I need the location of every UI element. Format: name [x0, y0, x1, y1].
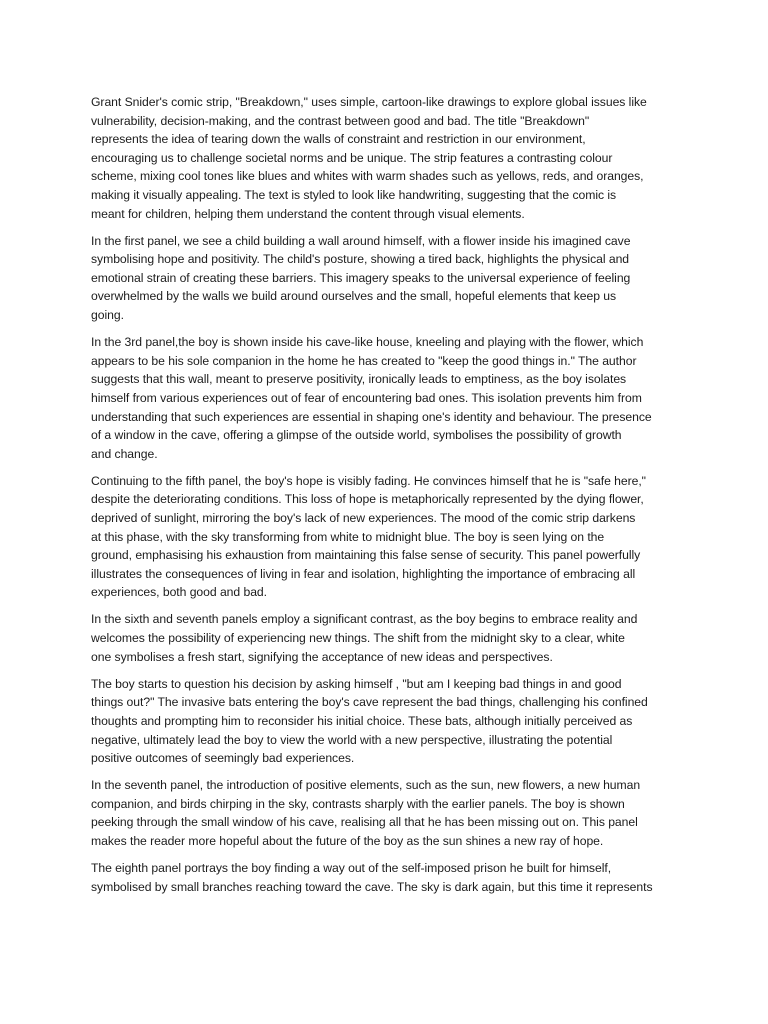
text-line: at this phase, with the sky transforming from white to midnight blue. The boy is seen lying on the	[91, 529, 605, 544]
text-line: In the sixth and seventh panels employ a significant contrast, as the boy begins to embrace reality and	[91, 612, 638, 627]
text-line: In the 3rd panel,the boy is shown inside his cave-like house, kneeling and playing with the flower, which	[91, 335, 644, 350]
text-line: deprived of sunlight, mirroring the boy's lack of new experiences. The mood of the comic strip darkens	[91, 510, 636, 525]
text-line: understanding that such experiences are essential in shaping one's identity and behaviour. The presence	[91, 409, 652, 424]
paragraph-2	[91, 232, 685, 325]
text-line: negative, ultimately lead the boy to view the world with a new perspective, illustrating the potential	[91, 732, 613, 747]
text-line: In the first panel, we see a child building a wall around himself, with a flower inside his imagined cave	[91, 233, 631, 248]
text-line: encouraging us to challenge societal norms and be unique. The strip features a contrasting colour	[91, 150, 613, 165]
text-line: meant for children, helping them understand the content through visual elements.	[91, 206, 525, 221]
paragraph-7	[91, 776, 685, 850]
text-line: peeking through the small window of his cave, realising all that he has been missing out on. This panel	[91, 815, 638, 830]
paragraph-5	[91, 610, 685, 666]
text-line: emotional strain of creating these barriers. This imagery speaks to the universal experience of feeling	[91, 270, 631, 285]
text-line: companion, and birds chirping in the sky, contrasts sharply with the earlier panels. The boy is shown	[91, 796, 625, 811]
document-page	[91, 93, 685, 905]
paragraph-4	[91, 472, 685, 602]
text-line: symbolising hope and positivity. The child's posture, showing a tired back, highlights the physical and	[91, 252, 630, 267]
text-line: symbolised by small branches reaching toward the cave. The sky is dark again, but this time it represents	[91, 879, 653, 894]
text-line: Grant Snider's comic strip, "Breakdown," uses simple, cartoon-like drawings to explore global issues like	[91, 95, 647, 109]
text-line: The boy starts to question his decision by asking himself , "but am I keeping bad things in and good	[91, 676, 622, 691]
text-line: scheme, mixing cool tones like blues and whites with warm shades such as yellows, reds, and oranges,	[91, 169, 644, 184]
text-line: despite the deteriorating conditions. This loss of hope is metaphorically represented by the dying flower,	[91, 492, 644, 507]
text-line: experiences, both good and bad.	[91, 585, 267, 600]
text-line: appears to be his sole companion in the home he has created to "keep the good things in." The author	[91, 353, 637, 368]
text-line: ground, emphasising his exhaustion from maintaining this false sense of security. This panel powerfully	[91, 548, 641, 563]
text-line: thoughts and prompting him to reconsider his initial choice. These bats, although initially perceived as	[91, 713, 633, 728]
text-line: In the seventh panel, the introduction of positive elements, such as the sun, new flowers, a new human	[91, 778, 641, 793]
paragraph-6	[91, 675, 685, 768]
text-line: suggests that this wall, meant to preserve positivity, ironically leads to emptiness, as the boy isolates	[91, 372, 627, 387]
text-line: Continuing to the fifth panel, the boy's hope is visibly fading. He convinces himself that he is "safe here,"	[91, 473, 646, 488]
text-line: and change.	[91, 446, 158, 461]
text-line: one symbolises a fresh start, signifying the acceptance of new ideas and perspectives.	[91, 649, 553, 664]
text-line: things out?" The invasive bats entering the boy's cave represent the bad things, challenging his confined	[91, 695, 648, 710]
paragraph-8	[91, 859, 685, 896]
text-line: vulnerability, decision-making, and the contrast between good and bad. The title "Breakdown"	[91, 113, 590, 128]
paragraph-3	[91, 333, 685, 463]
text-line: represents the idea of tearing down the walls of constraint and restriction in our environment,	[91, 132, 586, 147]
text-line: overwhelmed by the walls we build around ourselves and the small, hopeful elements that keep us	[91, 289, 617, 304]
text-line: positive outcomes of seemingly bad experiences.	[91, 751, 355, 766]
text-line: going.	[91, 308, 124, 323]
text-line: The eighth panel portrays the boy finding a way out of the self-imposed prison he built for himself,	[91, 861, 612, 876]
text-line: illustrates the consequences of living in fear and isolation, highlighting the importance of embracing all	[91, 566, 636, 581]
paragraph-1	[91, 93, 685, 223]
text-line: makes the reader more hopeful about the future of the boy as the sun shines a new ray of hope.	[91, 833, 604, 848]
text-line: making it visually appealing. The text is styled to look like handwriting, suggesting that the comic is	[91, 187, 617, 202]
text-line: of a window in the cave, offering a glimpse of the outside world, symbolises the possibility of growth	[91, 428, 622, 443]
text-line: welcomes the possibility of experiencing new things. The shift from the midnight sky to a clear, white	[91, 631, 625, 646]
text-line: himself from various experiences out of fear of encountering bad ones. This isolation prevents him from	[91, 390, 642, 405]
